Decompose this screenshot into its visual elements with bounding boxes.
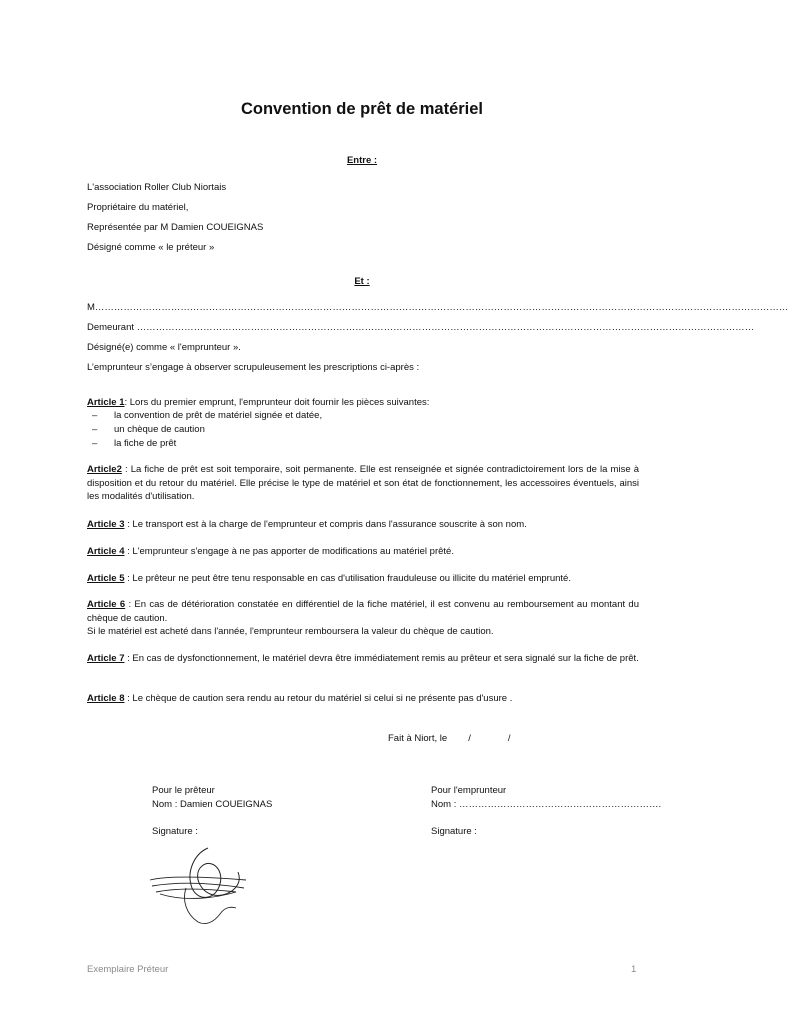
- lender-line-1: L'association Roller Club Niortais: [87, 182, 227, 193]
- borrower-commitment: L’emprunteur s’engage à observer scrupuleusement les prescriptions ci-après :: [87, 362, 420, 373]
- article-7-text: : En cas de dysfonctionnement, le matériel devra être immédiatement remis au prêteur et sera signalé sur la fiche de prêt.: [124, 653, 639, 664]
- article-7: [87, 652, 639, 666]
- lender-line-3: Représentée par M Damien COUEIGNAS: [87, 222, 264, 233]
- article-5-text: : Le prêteur ne peut être tenu responsable en cas d'utilisation frauduleuse ou illicite du matériel emprunté.: [124, 573, 571, 584]
- lender-line-4: Désigné comme « le préteur »: [87, 242, 215, 253]
- article-8-label: Article 8: [87, 693, 125, 704]
- article-6-label: Article 6: [87, 599, 126, 610]
- article-8-text: : Le chèque de caution sera rendu au retour du matériel si celui si ne présente pas d'usure .: [124, 693, 513, 704]
- article-7-label: Article 7: [87, 653, 125, 664]
- article-4-text: : L'emprunteur s'engage à ne pas apporter de modifications au matériel prêté.: [124, 546, 454, 557]
- article-3-text: : Le transport est à la charge de l'emprunteur et compris dans l'assurance souscrite à son nom.: [124, 519, 527, 530]
- article-4: [87, 545, 639, 559]
- borrower-name-line: M…………………………………………………………………………………………………………………………………………………………………………………………………: [87, 302, 788, 313]
- et-label: Et :: [354, 276, 370, 287]
- article-1-text: : Lors du premier emprunt, l'emprunteur doit fournir les pièces suivantes:: [124, 397, 430, 408]
- place-date-line: Fait à Niort, le / /: [388, 733, 511, 744]
- article-1: [87, 396, 639, 410]
- article-6-text: : En cas de détérioration constatée en différentiel de la fiche matériel, il est convenu au remboursement au montant du chèque de caution.: [87, 599, 640, 624]
- article-6-text-2: Si le matériel est acheté dans l'année, l'emprunteur remboursera la valeur du chèque de caution.: [87, 626, 494, 637]
- footer-copy-label: Exemplaire Préteur: [87, 964, 169, 975]
- entre-label: Entre :: [346, 155, 378, 166]
- article-2-label: Article2: [87, 464, 122, 475]
- article-5: [87, 572, 639, 586]
- borrower-address-line: Demeurant ……………………………………………………………………………………………………………………………………………………………………………: [87, 322, 755, 333]
- article-1-bullet: – un chèque de caution: [92, 424, 205, 435]
- borrower-signature-name: Nom : ……………………………………………………….: [431, 799, 662, 810]
- article-5-label: Article 5: [87, 573, 125, 584]
- article-2: [87, 463, 639, 504]
- footer-page-number: 1: [631, 964, 637, 975]
- lender-signature-title: Pour le prêteur: [152, 785, 215, 796]
- article-1-bullet: – la fiche de prêt: [92, 438, 177, 449]
- handwritten-signature: [146, 842, 256, 928]
- borrower-designation: Désigné(e) comme « l'emprunteur ».: [87, 342, 241, 353]
- article-8: [87, 692, 639, 706]
- lender-signature-name: Nom : Damien COUEIGNAS: [152, 799, 273, 810]
- article-3-label: Article 3: [87, 519, 125, 530]
- article-4-label: Article 4: [87, 546, 125, 557]
- article-1-label: Article 1: [87, 397, 125, 408]
- article-6: [87, 598, 639, 639]
- borrower-signature-label: Signature :: [431, 826, 477, 837]
- document-title: Convention de prêt de matériel: [240, 100, 484, 118]
- lender-signature-label: Signature :: [152, 826, 198, 837]
- borrower-signature-title: Pour l'emprunteur: [431, 785, 507, 796]
- article-1-bullet: – la convention de prêt de matériel signée et datée,: [92, 410, 323, 421]
- article-2-text: : La fiche de prêt est soit temporaire, soit permanente. Elle est renseignée et signée contradictoirement lors de la mise à disposition et du retour du matériel. Elle précise le type de matériel et son état de fonctionnement, les accessoires éventuels, ainsi les modalités d'utilisation.: [87, 464, 639, 502]
- article-3: [87, 518, 639, 532]
- lender-line-2: Propriétaire du matériel,: [87, 202, 189, 213]
